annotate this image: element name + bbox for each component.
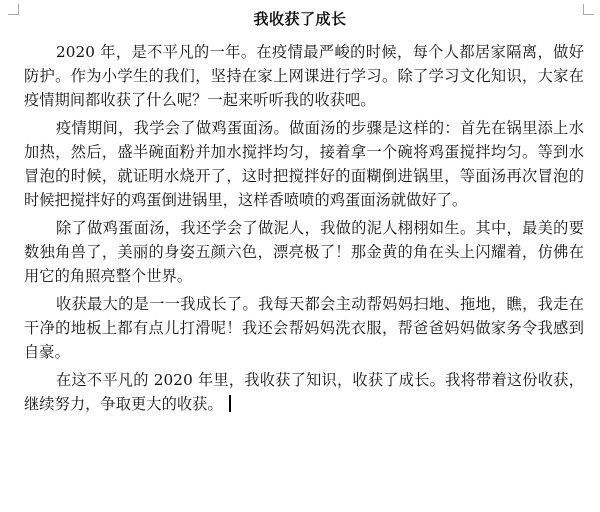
document-title: 我收获了成长	[253, 10, 347, 28]
paragraph-4: 收获最大的是一一我成长了。我每天都会主动帮妈妈扫地、拖地，瞧，我走在干净的地板上都有点儿打滑呢！我还会帮妈妈洗衣服，帮爸爸妈妈做家务令我感到自豪。	[24, 295, 584, 361]
paragraph-1: 2020 年，是不平凡的一年。在疫情最严峻的时候，每个人都居家隔离，做好防护。作为小学生的我们，坚持在家上网课进行学习。除了学习文化知识，大家在疫情期间都收获了什么呢？一起来听听我的收获吧。	[24, 43, 584, 109]
paragraph-3: 除了做鸡蛋面汤，我还学会了做泥人，我做的泥人栩栩如生。其中，最美的要数独角兽了，美丽的身姿五颜六色，漂亮极了！那金黄的角在头上闪耀着，仿佛在用它的角照亮整个世界。	[24, 219, 584, 285]
text-cursor	[229, 395, 231, 412]
document-body[interactable]	[24, 40, 584, 420]
paragraph-5-text: 在这不平凡的 2020 年里，我收获了知识，收获了成长。我将带着这份收获，继续努力，争取更大的收获。	[24, 371, 584, 413]
paragraph-2: 疫情期间，我学会了做鸡蛋面汤。做面汤的步骤是这样的：首先在锅里添上水加热，然后，盛半碗面粉并加水搅拌均匀，接着拿一个碗将鸡蛋搅拌均匀。等到水冒泡的时候，就证明水烧开了，这时把搅拌好的面糊倒进锅里，等面汤再次冒泡的时候把搅拌好的鸡蛋倒进锅里，这样香喷喷的鸡蛋面汤就做好了。	[24, 119, 584, 209]
paragraph-5	[24, 368, 584, 416]
